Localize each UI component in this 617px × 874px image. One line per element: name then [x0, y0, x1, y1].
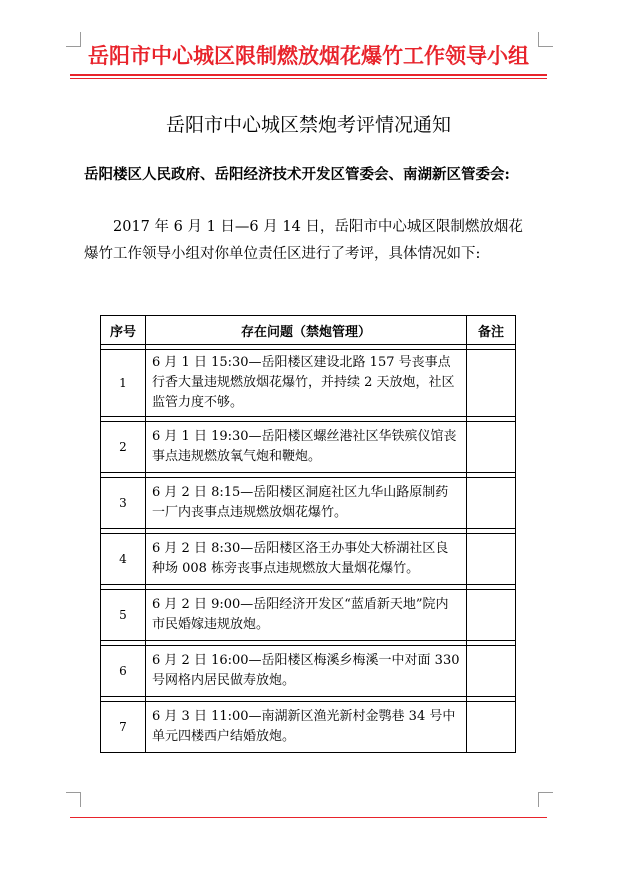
problems-table — [100, 315, 516, 753]
header-no: 序号 — [101, 316, 146, 345]
header-note: 备注 — [467, 316, 516, 345]
row-number: 7 — [101, 702, 146, 753]
row-number: 2 — [101, 422, 146, 473]
row-issue: 6 月 3 日 11:00—南湖新区渔光新村金鹗巷 34 号中单元四楼西户结婚放炮。 — [146, 702, 467, 753]
row-number: 6 — [101, 646, 146, 697]
crop-mark-bottom-right — [538, 792, 553, 807]
organization-header: 岳阳市中心城区限制燃放烟花爆竹工作领导小组 — [88, 43, 529, 68]
row-number: 1 — [101, 350, 146, 417]
row-issue: 6 月 2 日 8:15—岳阳楼区洞庭社区九华山路原制药一厂内丧事点违规燃放烟花爆竹。 — [146, 478, 467, 529]
table-row — [101, 702, 516, 753]
header-red-rule — [70, 74, 547, 76]
row-note — [467, 590, 516, 641]
row-note — [467, 702, 516, 753]
addressee: 岳阳楼区人民政府、岳阳经济技术开发区管委会、南湖新区管委会: — [84, 166, 510, 183]
row-note — [467, 534, 516, 585]
row-issue: 6 月 2 日 8:30—岳阳楼区洛王办事处大桥湖社区良种场 008 栋旁丧事点违规燃放大量烟花爆竹。 — [146, 534, 467, 585]
table-row — [101, 422, 516, 473]
row-note — [467, 422, 516, 473]
row-issue: 6 月 1 日 19:30—岳阳楼区螺丝港社区华铁殡仪馆丧事点违规燃放氧气炮和鞭炮。 — [146, 422, 467, 473]
row-number: 3 — [101, 478, 146, 529]
row-note — [467, 646, 516, 697]
table-row — [101, 534, 516, 585]
header-red-rule-thin — [70, 78, 547, 79]
row-issue: 6 月 2 日 16:00—岳阳楼区梅溪乡梅溪一中对面 330 号网格内居民做寿放炮。 — [146, 646, 467, 697]
table-row — [101, 478, 516, 529]
header-issue: 存在问题（禁炮管理） — [146, 316, 467, 345]
crop-mark-bottom-left — [66, 792, 81, 807]
footer-red-rule — [70, 817, 547, 818]
body-paragraph: 2017 年 6 月 1 日—6 月 14 日，岳阳市中心城区限制燃放烟花爆竹工作领导小组对你单位责任区进行了考评，具体情况如下: — [84, 219, 523, 262]
row-number: 4 — [101, 534, 146, 585]
row-note — [467, 350, 516, 417]
row-number: 5 — [101, 590, 146, 641]
row-issue: 6 月 2 日 9:00—岳阳经济开发区“蓝盾新天地”院内市民婚嫁违规放炮。 — [146, 590, 467, 641]
document-title: 岳阳市中心城区禁炮考评情况通知 — [165, 114, 451, 136]
table-row — [101, 590, 516, 641]
table-header-row — [101, 316, 516, 345]
row-issue: 6 月 1 日 15:30—岳阳楼区建设北路 157 号丧事点行香大量违规燃放烟花爆竹，并持续 2 天放炮，社区监管力度不够。 — [146, 350, 467, 417]
table-row — [101, 646, 516, 697]
table-row — [101, 350, 516, 417]
row-note — [467, 478, 516, 529]
